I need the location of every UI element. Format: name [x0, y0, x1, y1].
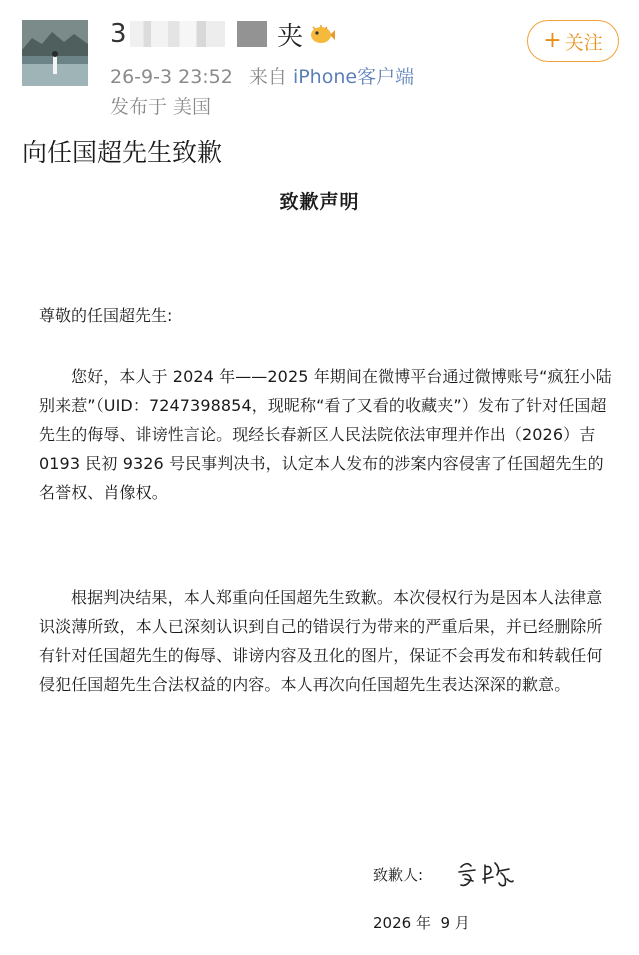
post-text: 向任国超先生致歉 [22, 138, 223, 167]
username-row[interactable] [110, 14, 335, 54]
post-header [0, 0, 639, 125]
post-location: 发布于 美国 [110, 96, 212, 118]
letter-paragraph-2: 根据判决结果，本人郑重向任国超先生致歉。本次侵权行为是因本人法律意识淡薄所致，本人已深刻认识到自己的错误行为带来的严重后果，并已经删除所有针对任国超先生的侮辱、诽谤内容及丑化的图片，保证不会再发布和转载任何侵犯任国超先生合法权益的内容。本人再次向任国超先生表达深深的歉意。 [39, 588, 603, 694]
username-end: 夹 [277, 21, 304, 52]
post-source-client[interactable]: iPhone客户端 [292, 66, 415, 88]
username-redaction-dark [237, 21, 267, 47]
username-redaction [130, 21, 225, 47]
letter-date: 2026 年 9 月 [373, 914, 470, 932]
handwritten-signature [455, 857, 515, 891]
post-timestamp: 26-9-3 23:52 [110, 66, 233, 88]
post-meta [110, 62, 414, 89]
follow-button[interactable] [527, 20, 619, 62]
letter-signer [373, 857, 515, 891]
apology-letter-image[interactable] [0, 175, 639, 955]
post-source-prefix: 来自 [248, 66, 287, 88]
letter-salutation: 尊敬的任国超先生: [39, 306, 173, 325]
avatar[interactable] [22, 20, 88, 86]
username-start: 3 [110, 19, 127, 49]
letter-paragraph-1: 您好，本人于 2024 年——2025 年期间在微博平台通过微博账号“疯狂小陆别来惹”（UID：7247398854，现昵称“看了又看的收藏夹”）发布了针对任国超先生的侮辱、诽谤性言论。现经长春新区人民法院依法审理并作出（2026）吉 0193 民初 9326 号民事判决书，认定本人发布的涉案内容侵害了任国超先生的名誉权、肖像权。 [39, 367, 612, 502]
pufferfish-icon [309, 23, 335, 45]
letter-title: 致歉声明 [279, 191, 360, 213]
signer-label: 致歉人: [373, 865, 424, 884]
follow-label: 关注 [564, 31, 603, 54]
plus-icon: + [543, 28, 562, 53]
avatar-landscape-image [22, 20, 88, 86]
